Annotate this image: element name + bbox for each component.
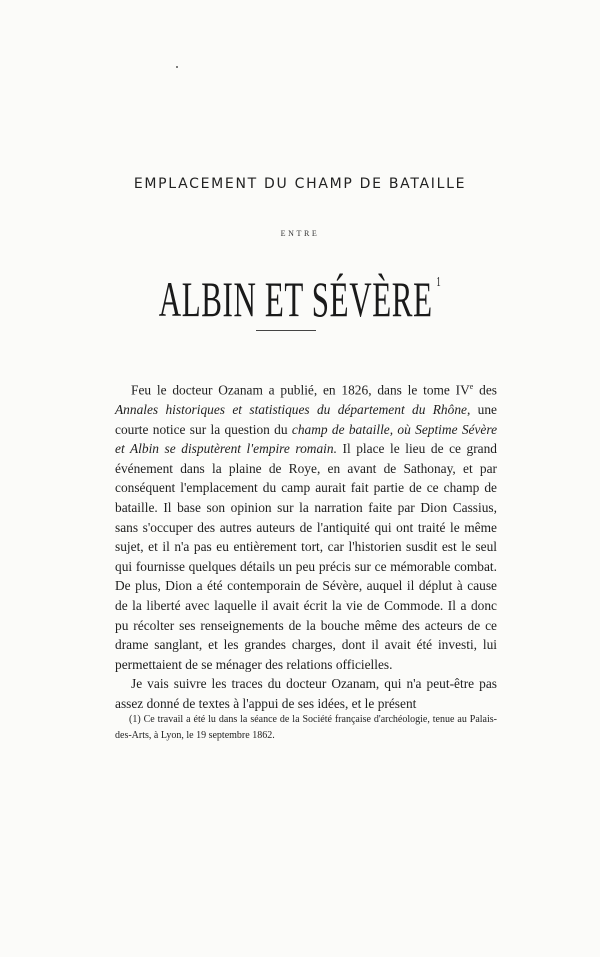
footnote-marker: 1	[436, 275, 442, 290]
paragraph-1-text-a: Feu le docteur Ozanam a publié, en 1826, dans le tome IV	[131, 382, 470, 398]
footnote	[115, 712, 497, 744]
paragraph-1-text-d: Il place le lieu de ce grand événement dans la plaine de Roye, en avant de Sathonay, et par conséquent l'emplacement du camp aurait fait partie de ce champ de bataille. Il base son opinion sur la narration faite par Dion Cassius, sans s'occuper des autres auteurs de l'antiquité qui ont traité le même sujet, et il n'a pas eu entièrement tort, car l'historien susdit est le seul qui fournisse quelques détails un peu précis sur ce mémorable combat. De plus, Dion a été contemporain de Sévère, auquel il déplut à cause de la liberté avec laquelle il avait écrit la vie de Commode. Il a donc pu récolter ses renseignements de la bouche même des acteurs de ce drame sanglant, et les grandes charges, dont il avait été investi, lui permettaient de se ménager des relations officielles.	[115, 441, 498, 672]
volume-superscript: e	[469, 382, 474, 391]
main-title	[114, 256, 486, 326]
title-divider	[256, 330, 316, 331]
page-title: EMPLACEMENT DU CHAMP DE BATAILLE	[133, 176, 467, 192]
footnote-text: (1) Ce travail a été lu dans la séance de la Société française d'archéologie, tenue au Palais-des-Arts, à Lyon, le 19 septembre 1862.	[115, 714, 497, 741]
notice-title: champ de bataille, où Septime Sévère et Albin se disputèrent l'empire romain.	[115, 421, 498, 457]
main-title-text: ALBIN ET SÉVÈRE	[158, 271, 433, 327]
paragraph-1-text-c: , une courte notice sur la question du	[115, 402, 498, 437]
body-text	[115, 377, 497, 714]
paragraph-1-text-b: des	[473, 382, 497, 398]
paragraph-1	[115, 377, 497, 674]
ink-speck	[176, 66, 178, 68]
paragraph-2: Je vais suivre les traces du docteur Ozanam, qui n'a peut-être pas assez donné de textes à l'appui de ses idées, et le présent	[115, 676, 497, 711]
publication-title: Annales historiques et statistiques du département du Rhône	[115, 402, 467, 418]
subtitle-connector: ENTRE	[280, 229, 320, 238]
